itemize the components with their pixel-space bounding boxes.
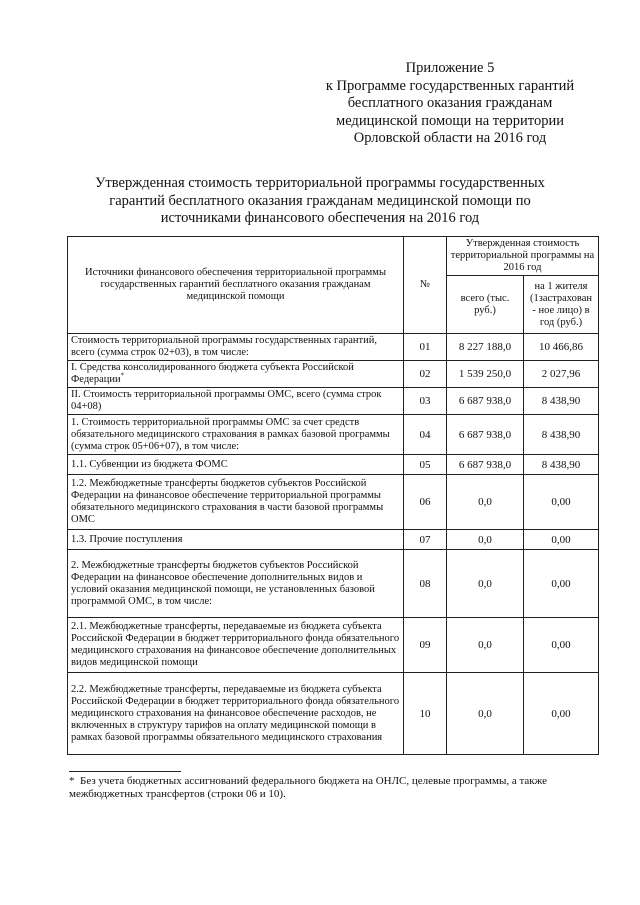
row-number: 08 xyxy=(404,550,447,618)
row-number: 01 xyxy=(404,334,447,361)
row-number: 05 xyxy=(404,455,447,475)
header-cost-group: Утвержденная стоимость территориальной программы на 2016 год xyxy=(447,237,599,276)
row-number: 06 xyxy=(404,475,447,530)
row-per-capita: 0,00 xyxy=(524,673,599,755)
header-source: Источники финансового обеспечения территориальной программы государственных гарантий бесплатного оказания гражданам медицинской помощи xyxy=(68,237,404,334)
title-line: Утвержденная стоимость территориальной программы государственных xyxy=(95,175,545,191)
row-total: 0,0 xyxy=(447,550,524,618)
appendix-line: бесплатного оказания гражданам xyxy=(347,95,553,111)
row-per-capita: 8 438,90 xyxy=(524,388,599,415)
appendix-header xyxy=(300,60,600,148)
row-per-capita: 10 466,86 xyxy=(524,334,599,361)
appendix-line: Орловской области на 2016 год xyxy=(353,130,547,146)
row-total: 6 687 938,0 xyxy=(447,455,524,475)
row-total: 0,0 xyxy=(447,530,524,550)
table-row xyxy=(68,415,599,455)
row-per-capita: 2 027,96 xyxy=(524,361,599,388)
footnote xyxy=(69,775,599,801)
row-number: 04 xyxy=(404,415,447,455)
title-line: гарантий бесплатного оказания гражданам медицинской помощи по xyxy=(109,192,531,209)
row-per-capita: 0,00 xyxy=(524,530,599,550)
table-row xyxy=(68,475,599,530)
row-source xyxy=(68,361,404,388)
row-number: 02 xyxy=(404,361,447,388)
footnote-marker: * xyxy=(69,775,75,787)
title-line: источниками финансового обеспечения на 2016 год xyxy=(160,210,480,226)
row-source: 1.3. Прочие поступления xyxy=(68,530,404,550)
row-per-capita: 0,00 xyxy=(524,475,599,530)
row-source: 2. Межбюджетные трансферты бюджетов субъектов Российской Федерации на финансовое обеспечение дополнительных видов и условий оказания медицинской помощи, не установленных базовой программой ОМС, в том числе: xyxy=(68,550,404,618)
row-number: 10 xyxy=(404,673,447,755)
header-per-capita: на 1 жителя (1застрахован - ное лицо) в год (руб.) xyxy=(524,276,599,334)
footnote-divider xyxy=(69,771,181,772)
row-total: 0,0 xyxy=(447,618,524,673)
row-source: 2.1. Межбюджетные трансферты, передаваемые из бюджета субъекта Российской Федерации в бюджет территориального фонда обязательного медицинского страхования на финансовое обеспечение дополнительных видов медицинской помощи xyxy=(68,618,404,673)
appendix-line: Приложение 5 xyxy=(405,60,495,76)
header-row xyxy=(68,237,599,276)
table-row xyxy=(68,673,599,755)
cost-table xyxy=(67,236,599,755)
table-row xyxy=(68,334,599,361)
appendix-line: к Программе государственных гарантий xyxy=(325,77,575,94)
row-total: 6 687 938,0 xyxy=(447,388,524,415)
row-number: 07 xyxy=(404,530,447,550)
table-row xyxy=(68,455,599,475)
row-source: 1. Стоимость территориальной программы ОМС за счет средств обязательного медицинского страхования в рамках базовой программы (сумма строк 05+06+07), в том числе: xyxy=(68,415,404,455)
row-per-capita: 8 438,90 xyxy=(524,415,599,455)
row-total: 0,0 xyxy=(447,673,524,755)
row-total: 1 539 250,0 xyxy=(447,361,524,388)
table-row xyxy=(68,550,599,618)
row-total: 8 227 188,0 xyxy=(447,334,524,361)
row-per-capita: 0,00 xyxy=(524,550,599,618)
header-total: всего (тыс. руб.) xyxy=(447,276,524,334)
appendix-line: медицинской помощи на территории xyxy=(336,112,564,129)
document-title xyxy=(70,175,570,228)
row-total: 0,0 xyxy=(447,475,524,530)
row-source: 1.1. Субвенции из бюджета ФОМС xyxy=(68,455,404,475)
row-total: 6 687 938,0 xyxy=(447,415,524,455)
table-row xyxy=(68,361,599,388)
row-source: Стоимость территориальной программы государственных гарантий, всего (сумма строк 02+03), в том числе: xyxy=(68,334,404,361)
table-row xyxy=(68,618,599,673)
header-number: № xyxy=(404,237,447,334)
row-per-capita: 8 438,90 xyxy=(524,455,599,475)
row-source-text: I. Средства консолидированного бюджета субъекта Российской Федерации xyxy=(71,362,354,385)
row-source: II. Стоимость территориальной программы ОМС, всего (сумма строк 04+08) xyxy=(68,388,404,415)
row-source: 1.2. Межбюджетные трансферты бюджетов субъектов Российской Федерации на финансовое обеспечение территориальной программы обязательного медицинского страхования в части базовой программы ОМС xyxy=(68,475,404,530)
row-source: 2.2. Межбюджетные трансферты, передаваемые из бюджета субъекта Российской Федерации в бюджет территориального фонда обязательного медицинского страхования на финансовое обеспечение расходов, не включенных в структуру тарифов на оплату медицинской помощи в рамках базовой программы обязательного медицинского страхования xyxy=(68,673,404,755)
table-row xyxy=(68,388,599,415)
table-row xyxy=(68,530,599,550)
row-number: 09 xyxy=(404,618,447,673)
footnote-marker: * xyxy=(120,371,125,380)
footnote-text: Без учета бюджетных ассигнований федерального бюджета на ОНЛС, целевые программы, а также межбюджетных трансфертов (строки 06 и 10). xyxy=(69,775,547,800)
row-per-capita: 0,00 xyxy=(524,618,599,673)
row-number: 03 xyxy=(404,388,447,415)
